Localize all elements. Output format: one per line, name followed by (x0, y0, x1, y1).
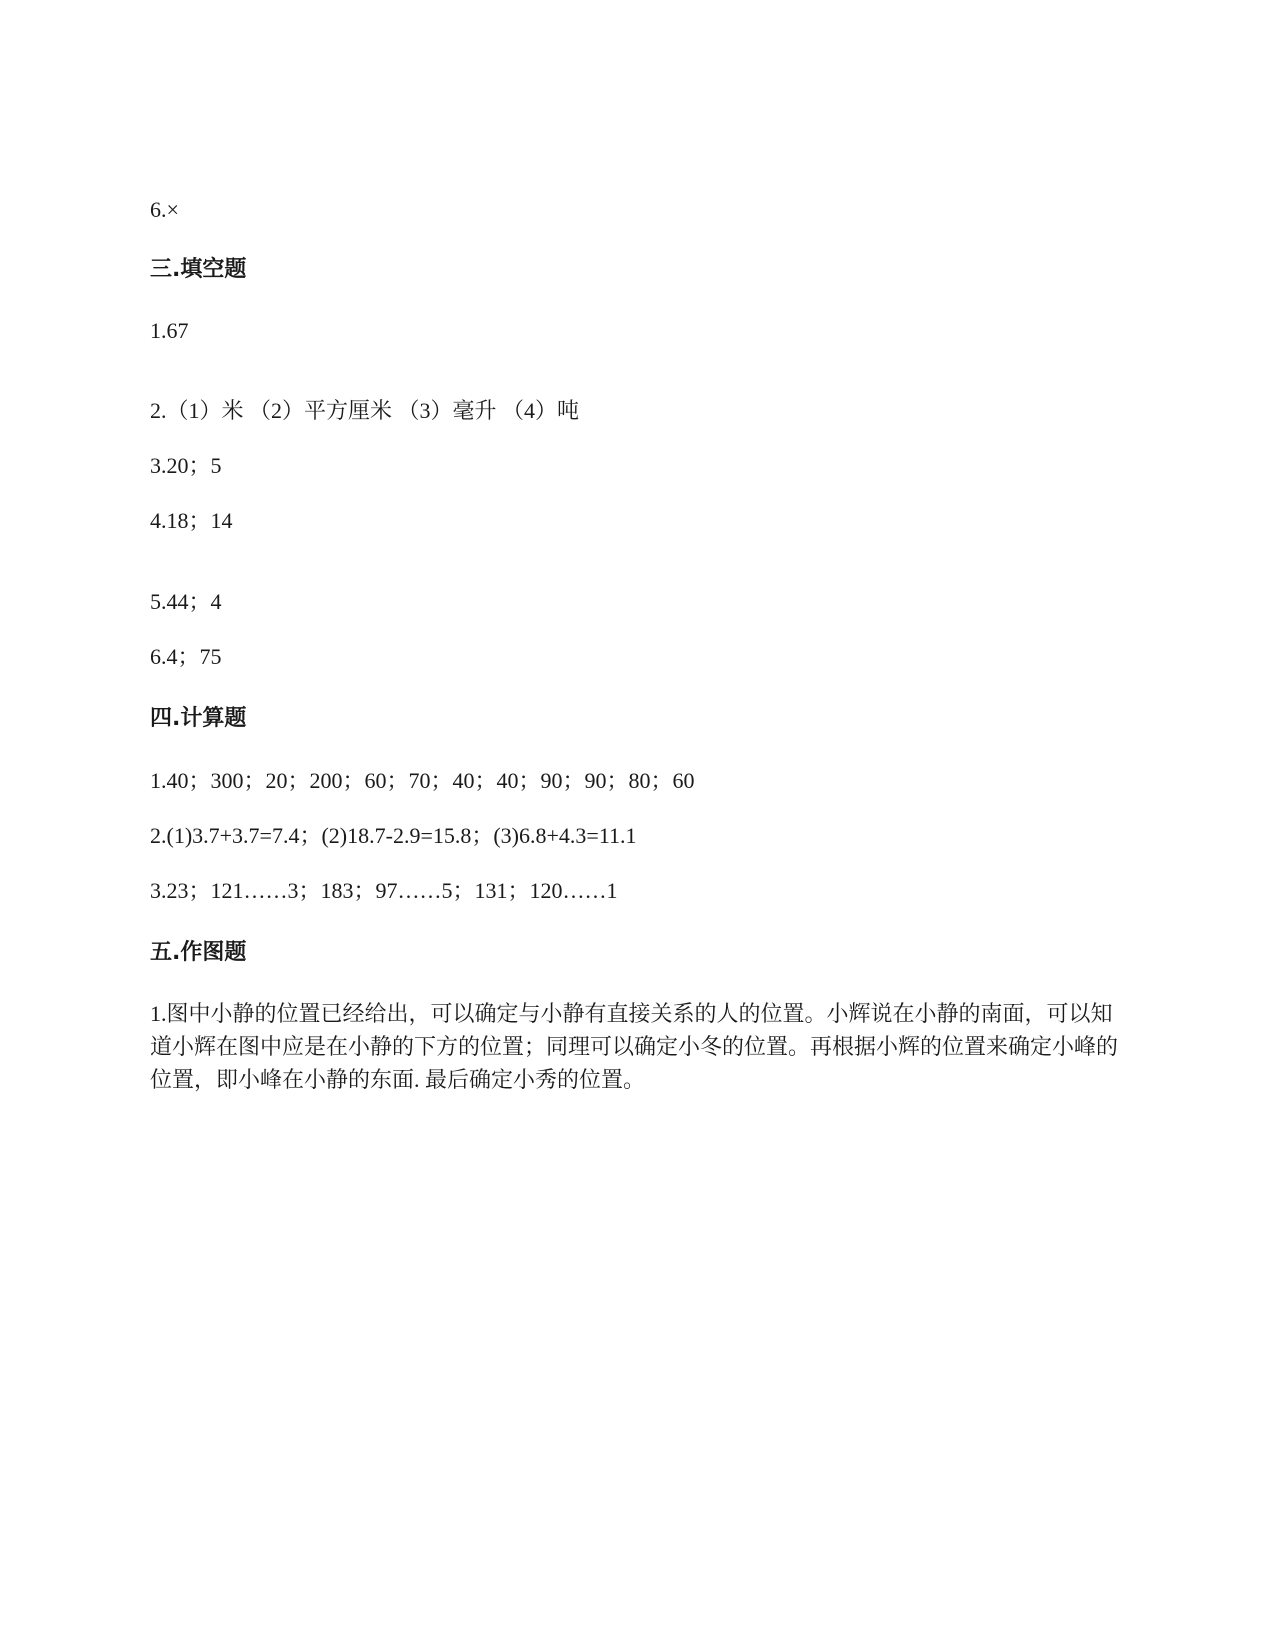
calc-answer-3: 3.23；121……3；183；97……5；131；120……1 (150, 878, 618, 903)
calc-answer-2: 2.(1)3.7+3.7=7.4；(2)18.7-2.9=15.8；(3)6.8+4.3=11.1 (150, 823, 637, 848)
fill-answer-2: 2.（1）米 （2）平方厘米 （3）毫升 （4）吨 (150, 398, 580, 423)
judge-answer-6: 6.× (150, 197, 179, 222)
fill-answer-6: 6.4；75 (150, 644, 222, 669)
section-heading-fill-blank: 三.填空题 (150, 257, 247, 282)
section-heading-drawing: 五.作图题 (150, 940, 247, 965)
calc-answer-1: 1.40；300；20；200；60；70；40；40；90；90；80；60 (150, 768, 695, 793)
drawing-answer-1: 1.图中小静的位置已经给出，可以确定与小静有直接关系的人的位置。小辉说在小静的南面，可以知道小辉在图中应是在小静的下方的位置；同理可以确定小冬的位置。再根据小辉的位置来确定小峰的位置，即小峰在小静的东面. 最后确定小秀的位置。 (150, 1001, 1119, 1092)
fill-answer-3: 3.20；5 (150, 453, 222, 478)
fill-answer-4: 4.18；14 (150, 508, 233, 533)
fill-answer-5: 5.44；4 (150, 589, 222, 614)
fill-answer-1: 1.67 (150, 318, 189, 343)
section-heading-calculation: 四.计算题 (150, 706, 247, 731)
